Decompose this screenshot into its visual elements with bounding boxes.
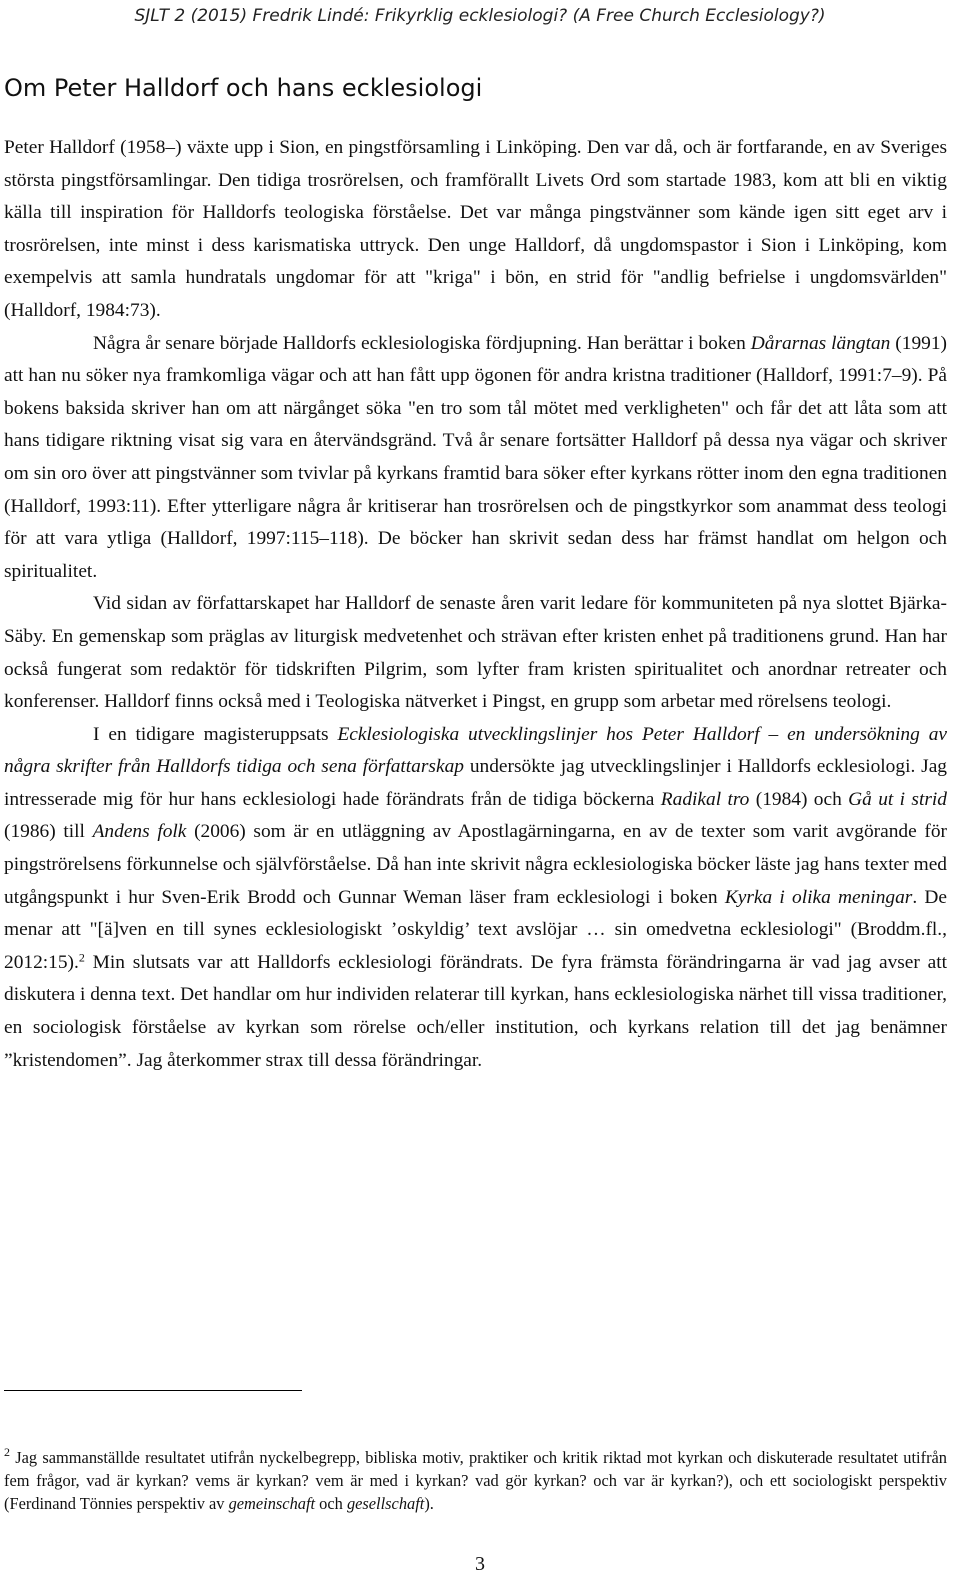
footnote <box>4 1444 947 1516</box>
book-title-andens-folk: Andens folk <box>92 821 187 843</box>
body-text <box>4 132 947 1077</box>
paragraph-4-text-g: Min slutsats var att Halldorfs ecklesiologi förändrats. De fyra främsta förändringarna är vad jag avser att diskutera i denna text. Det handlar om hur individen relaterar till kyrkan, hans ecklesiologiska närhet till vissa traditioner, en sociologisk förståelse av kyrkan som rörelse och/eller institution, och kyrkans relation till det jag benämner ”kristendomen”. Jag återkommer strax till dessa förändringar. <box>4 951 947 1071</box>
paragraph-4-text-d: (1986) till <box>4 821 93 843</box>
book-title-radikal-tro: Radikal tro <box>660 788 750 810</box>
footnote-divider <box>4 1390 302 1391</box>
thesis-title: Ecklesiologiska utvecklingslinjer hos Peter Halldorf – en undersökning av några skrifter från Halldorfs tidiga och sena författarskap <box>4 723 947 778</box>
book-title-darnas-langtan: Dårarnas längtan <box>750 332 891 354</box>
paragraph-4-text-f: . De menar att "[ä]ven en till synes ecklesiologiskt ’oskyldig’ text avslöjar … sin omedvetna ecklesiologi" (Broddm.fl., 2012:15). <box>4 886 947 973</box>
paragraph-1: Peter Halldorf (1958–) växte upp i Sion, en pingstförsamling i Linköping. Den var då, och är fortfarande, en av Sveriges största pingstförsamlingar. Den tidiga trosrörelsen, och framförallt Livets Ord som startade 1983, kom att bli en viktig källa till inspiration för Halldorfs teologiska förståelse. Det var många pingstvänner som kände igen sitt eget arv i trosrörelsen, inte minst i dess karismatiska uttryck. Den unge Halldorf, då ungdomspastor i Sion i Linköping, kom exempelvis att samla hundratals ungdomar för att "kriga" i bön, en strid för "andlig befrielse i ungdomsvärlden" (Halldorf, 1984:73). <box>4 137 947 321</box>
footnote-text-a: Jag sammanställde resultatet utifrån nyckelbegrepp, bibliska motiv, praktiker och kritik riktad mot kyrkan och diskuterade resultatet utifrån fem frågor, vad är kyrkan? vems är kyrkan? vem är med i kyrkan? vad gör kyrkan? och var är kyrkan?), och ett sociologiskt perspektiv (Ferdinand Tönnies perspektiv av <box>4 1448 947 1513</box>
paragraph-4-text-c: (1984) och <box>749 788 849 810</box>
paragraph-2 <box>4 328 947 589</box>
paragraph-4-text-e: (2006) som är en utläggning av Apostlagärningarna, en av de texter som varit avgörande för pingströrelsens förkunnelse och självförståelse. Då han inte skrivit några ecklesiologiska böcker läste jag hans texter med utgångspunkt i hur Sven-Erik Brodd och Gunnar Weman läser fram ecklesiologi i boken <box>4 821 947 908</box>
paragraph-2-text-cont: (1991) att han nu söker nya framkomliga vägar och att han fått upp ögonen för andra kristna traditioner (Halldorf, 1991:7–9). På bokens baksida skriver han om att närgånget söka "en tro som tål mötet med verkligheten" och får det att låta som att hans tidigare riktning visat sig vara en återvändsgränd. Två år senare fortsätter Halldorf på dessa nya vägar och skriver om sin oro över att pingstvänner som tvivlar på kyrkans framtid bara söker efter kyrkans rötter inom den egna traditionen (Halldorf, 1993:11). Efter ytterligare några år kritiserar han trosrörelsen och de pingstkyrkor som anammat dess teologi för att vara ytliga (Halldorf, 1997:115–118). De böcker han skrivit sedan dess har främst handlat om helgon och spiritualitet. <box>4 332 947 582</box>
footnote-term-gesellschaft: gesellschaft <box>346 1493 425 1513</box>
footnote-number: 2 <box>4 1444 10 1459</box>
page-number: 3 <box>475 1553 485 1575</box>
section-title: Om Peter Halldorf och hans ecklesiologi <box>4 74 483 102</box>
footnote-text-b: och <box>315 1493 347 1513</box>
running-header: SJLT 2 (2015) Fredrik Lindé: Frikyrklig ecklesiologi? (A Free Church Ecclesiology?) <box>134 6 826 26</box>
footnote-term-gemeinschaft: gemeinschaft <box>228 1493 316 1513</box>
paragraph-4-text-b: undersökte jag utvecklingslinjer i Halldorfs ecklesiologi. Jag intresserade mig för hur hans ecklesiologi hade förändrats från de tidiga böckerna <box>4 756 947 810</box>
footnote-text <box>4 1444 947 1516</box>
book-title-kyrka-i-olika-meningar: Kyrka i olika meningar <box>724 886 913 908</box>
paragraph-4 <box>4 719 947 1078</box>
paragraph-4-text: I en tidigare magisteruppsats <box>93 723 338 745</box>
footnote-reference[interactable]: 2 <box>78 950 85 965</box>
paragraph-3: Vid sidan av författarskapet har Halldorf de senaste åren varit ledare för kommuniteten på nya slottet Bjärka-Säby. En gemenskap som präglas av liturgisk medvetenhet och strävan efter kristen enhet på traditionens grund. Han har också fungerat som redaktör för tidskriften Pilgrim, som lyfter fram kristen spiritualitet och anordnar retreater och konferenser. Halldorf finns också med i Teologiska nätverket i Pingst, en grupp som arbetar med rörelsens teologi. <box>4 593 947 713</box>
footnote-text-c: ). <box>424 1493 434 1513</box>
paragraph-2-text: Några år senare började Halldorfs ecklesiologiska fördjupning. Han berättar i boken <box>93 332 751 354</box>
book-title-ga-ut-i-strid: Gå ut i strid <box>848 788 947 810</box>
